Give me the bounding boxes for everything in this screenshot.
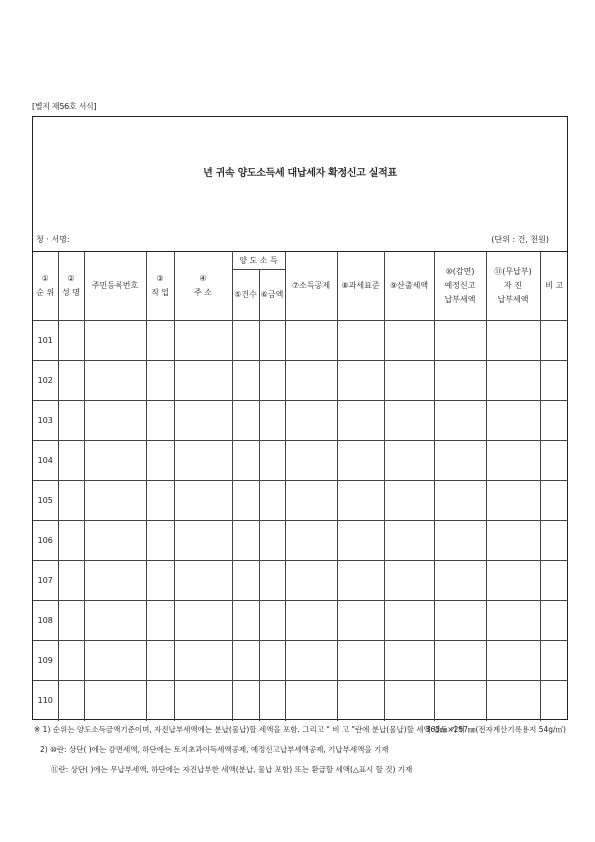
table-row [33, 401, 568, 441]
header-remark: 비 고 [540, 252, 568, 321]
table-cell [174, 401, 232, 441]
table-cell [384, 321, 434, 361]
table-cell [486, 641, 540, 681]
table-cell [232, 681, 259, 721]
table-cell [58, 401, 84, 441]
row-number: 109 [33, 641, 58, 681]
footnote-2: 2) ⑩란: 상단( )에는 감면세액, 하단에는 토지초과이득세액공제, 예정신고납부세액공제, 기납부세액을 기재 [40, 745, 389, 754]
unit-label: (단위 : 건, 천원) [491, 235, 549, 244]
table-cell [434, 361, 486, 401]
table-cell [384, 641, 434, 681]
table-cell [434, 401, 486, 441]
table-cell [259, 681, 285, 721]
table-cell [174, 561, 232, 601]
header-name: ② 성 명 [58, 252, 84, 321]
table-cell [259, 601, 285, 641]
table-cell [58, 361, 84, 401]
header-prepaid-tax: ⑩(감면) 예정신고 납부세액 [434, 252, 486, 321]
table-cell [174, 521, 232, 561]
table-cell [84, 521, 146, 561]
row-number: 104 [33, 441, 58, 481]
table-cell [232, 561, 259, 601]
table-row [33, 521, 568, 561]
table-cell [232, 641, 259, 681]
table-cell [384, 441, 434, 481]
table-cell [337, 481, 384, 521]
table-cell [486, 481, 540, 521]
table-cell [540, 521, 568, 561]
table-cell [434, 481, 486, 521]
table-cell [58, 441, 84, 481]
table-cell [84, 321, 146, 361]
header-transfer-count: ⑤건수 [232, 270, 259, 321]
paper-spec: 363㎜×257㎜(전자계산기록용지 54g/㎡) [425, 725, 566, 734]
table-cell [486, 441, 540, 481]
table-body [33, 321, 568, 721]
table-cell [285, 561, 337, 601]
header-transfer-income: 양 도 소 득 [232, 252, 285, 270]
table-cell [285, 401, 337, 441]
table-cell [337, 441, 384, 481]
header-address: ④ 주 소 [174, 252, 232, 321]
table-cell [540, 681, 568, 721]
table-cell [337, 361, 384, 401]
table-cell [285, 641, 337, 681]
table-cell [232, 441, 259, 481]
table-cell [84, 681, 146, 721]
table-cell [58, 321, 84, 361]
table-row [33, 681, 568, 721]
table-cell [259, 441, 285, 481]
header-job: ③ 직 업 [146, 252, 174, 321]
table-row [33, 441, 568, 481]
table-cell [174, 641, 232, 681]
table-cell [337, 561, 384, 601]
table-cell [337, 641, 384, 681]
table-cell [259, 521, 285, 561]
table-cell [384, 681, 434, 721]
table-cell [434, 601, 486, 641]
table-cell [84, 481, 146, 521]
table-cell [259, 481, 285, 521]
table-cell [58, 561, 84, 601]
header-transfer-amount: ⑥금액 [259, 270, 285, 321]
row-number: 102 [33, 361, 58, 401]
table-cell [337, 401, 384, 441]
row-number: 108 [33, 601, 58, 641]
table-cell [84, 441, 146, 481]
table-cell [384, 601, 434, 641]
table-cell [285, 321, 337, 361]
table-cell [232, 361, 259, 401]
table-cell [84, 561, 146, 601]
table-cell [486, 561, 540, 601]
table-cell [84, 401, 146, 441]
table-cell [384, 361, 434, 401]
table-cell [540, 561, 568, 601]
table-cell [540, 361, 568, 401]
table-cell [58, 601, 84, 641]
table-cell [146, 681, 174, 721]
table-cell [486, 401, 540, 441]
table-cell [146, 641, 174, 681]
table-row [33, 641, 568, 681]
table-cell [434, 441, 486, 481]
row-number: 107 [33, 561, 58, 601]
table-cell [84, 601, 146, 641]
table-cell [486, 361, 540, 401]
table-row [33, 361, 568, 401]
table-cell [285, 361, 337, 401]
table-cell [259, 401, 285, 441]
table-cell [337, 681, 384, 721]
table-cell [146, 441, 174, 481]
table-cell [384, 401, 434, 441]
table-cell [434, 321, 486, 361]
table-cell [434, 641, 486, 681]
table-cell [486, 681, 540, 721]
table-row [33, 321, 568, 361]
table-cell [540, 401, 568, 441]
row-number: 101 [33, 321, 58, 361]
table-cell [434, 681, 486, 721]
page-title: 년 귀속 양도소득세 대납세자 확정신고 실적표 [203, 168, 397, 179]
row-number: 103 [33, 401, 58, 441]
table-cell [540, 601, 568, 641]
table-cell [337, 521, 384, 561]
table-cell [337, 321, 384, 361]
table-cell [285, 521, 337, 561]
table-cell [540, 441, 568, 481]
table-cell [540, 641, 568, 681]
table-cell [146, 561, 174, 601]
table-cell [146, 481, 174, 521]
footnote-3: ⑪란: 상단( )에는 무납부세액, 하단에는 자진납부한 세액(분납, 물납 포함) 또는 환급할 세액(△표시 할 것) 기재 [51, 765, 413, 774]
table-cell [232, 521, 259, 561]
header-calculated-tax: ⑨산출세액 [384, 252, 434, 321]
table-cell [259, 561, 285, 601]
table-cell [146, 601, 174, 641]
table-cell [285, 601, 337, 641]
table-cell [174, 601, 232, 641]
table-header-row [33, 252, 568, 270]
table-cell [174, 361, 232, 401]
table-cell [58, 481, 84, 521]
office-signature-label: 청 · 서명: [36, 235, 70, 244]
table-cell [259, 321, 285, 361]
footnote-1: ※ 1) 순위는 양도소득금액기준이며, 자진납부세액에는 분납(물납)할 세액을 포함. 그리고 " 비 고 "란에 분납(물납)할 세액 별도 기재 [34, 725, 465, 734]
table-cell [174, 481, 232, 521]
table-cell [540, 481, 568, 521]
row-number: 106 [33, 521, 58, 561]
table-cell [434, 521, 486, 561]
table-cell [58, 681, 84, 721]
table-cell [434, 561, 486, 601]
table-cell [232, 401, 259, 441]
table-cell [540, 321, 568, 361]
table-cell [384, 521, 434, 561]
table-cell [285, 481, 337, 521]
form-number-label: [별지 제56호 서식] [32, 102, 97, 111]
table-row [33, 561, 568, 601]
table-cell [146, 361, 174, 401]
header-resident-number: 주민등록번호 [84, 252, 146, 321]
table-cell [58, 521, 84, 561]
report-table [33, 251, 568, 721]
table-cell [232, 481, 259, 521]
table-cell [337, 601, 384, 641]
table-cell [84, 361, 146, 401]
table-cell [285, 681, 337, 721]
table-row [33, 481, 568, 521]
table-cell [146, 321, 174, 361]
table-cell [259, 641, 285, 681]
table-cell [174, 681, 232, 721]
table-cell [384, 561, 434, 601]
table-cell [146, 521, 174, 561]
table-cell [58, 641, 84, 681]
table-cell [486, 321, 540, 361]
table-cell [285, 441, 337, 481]
table-cell [486, 601, 540, 641]
header-seq: ① 순 위 [33, 252, 58, 321]
header-self-paid-tax: ⑪(무납부) 자 진 납부세액 [486, 252, 540, 321]
table-row [33, 601, 568, 641]
header-tax-base: ⑧과세표준 [337, 252, 384, 321]
table-cell [174, 321, 232, 361]
table-cell [384, 481, 434, 521]
report-form [32, 116, 568, 720]
table-cell [146, 401, 174, 441]
table-cell [174, 441, 232, 481]
row-number: 105 [33, 481, 58, 521]
table-cell [84, 641, 146, 681]
table-cell [486, 521, 540, 561]
header-income-deduction: ⑦소득공제 [285, 252, 337, 321]
row-number: 110 [33, 681, 58, 721]
table-cell [259, 361, 285, 401]
table-cell [232, 601, 259, 641]
table-cell [232, 321, 259, 361]
